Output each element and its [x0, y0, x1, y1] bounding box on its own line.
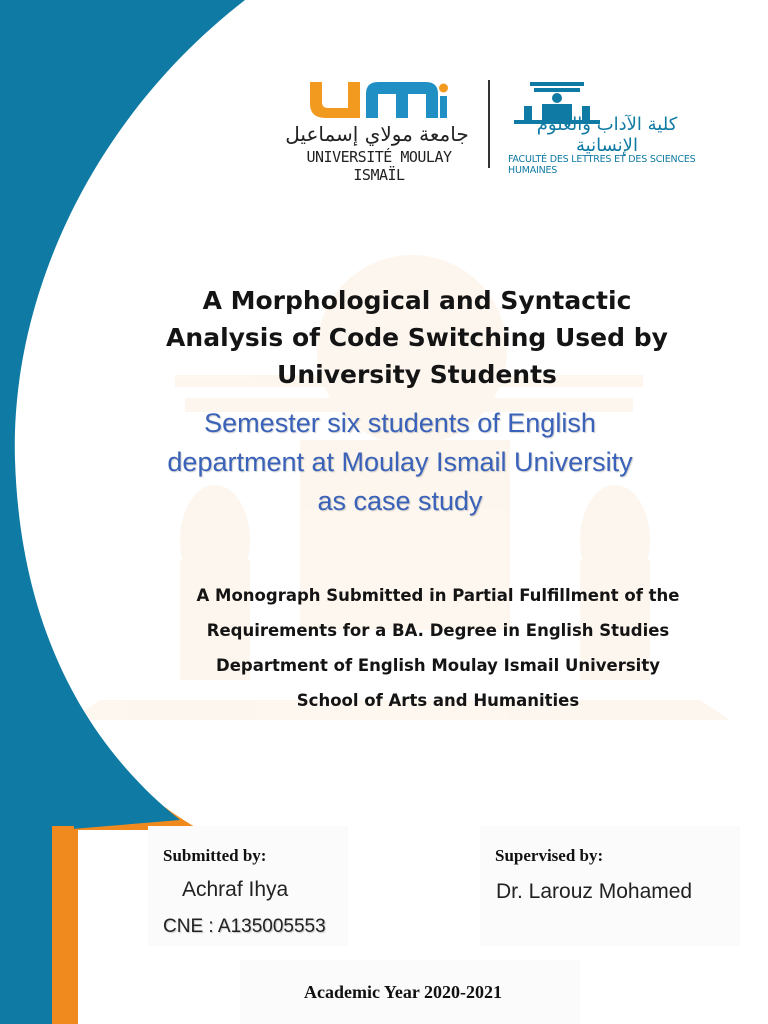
faculty-arabic-name: كلية الآداب والعلوم الإنسانية: [536, 114, 678, 156]
academic-year: Academic Year 2020-2021: [304, 982, 502, 1002]
university-arabic-name: جامعة مولاي إسماعيل: [285, 122, 469, 146]
monograph-line-2: Requirements for a BA. Degree in English Studies: [206, 621, 670, 640]
subtitle-line-1: Semester six students of English: [204, 408, 596, 438]
student-name: Achraf Ihya: [182, 878, 289, 901]
thesis-title: [120, 282, 714, 393]
orange-strip: [52, 826, 74, 1024]
university-french-name: UNIVERSITÉ MOULAY ISMAÏL: [306, 148, 452, 184]
student-cne: CNE : A135005553: [163, 916, 326, 937]
title-line-3: University Students: [277, 360, 557, 389]
monograph-line-1: A Monograph Submitted in Partial Fulfillment of the: [196, 586, 680, 605]
monograph-line-4: School of Arts and Humanities: [296, 691, 580, 710]
faculty-french-name: FACULTÉ DES LETTRES ET DES SCIENCES HUMAINES: [508, 154, 696, 176]
title-line-1: A Morphological and Syntactic: [202, 286, 632, 315]
subtitle-line-2: department at Moulay Ismail University: [167, 447, 633, 477]
supervisor-name: Dr. Larouz Mohamed: [496, 880, 693, 903]
subtitle-line-3: as case study: [317, 486, 483, 516]
submitted-by-label: Submitted by:: [163, 846, 267, 865]
monograph-statement: [140, 578, 736, 718]
umi-logo-icon: [308, 80, 448, 120]
monograph-line-3: Department of English Moulay Ismail University: [216, 656, 660, 675]
logo-divider: [488, 80, 490, 168]
thesis-subtitle: [110, 404, 690, 521]
title-line-2: Analysis of Code Switching Used by: [166, 323, 668, 352]
supervised-by-label: Supervised by:: [495, 846, 604, 865]
